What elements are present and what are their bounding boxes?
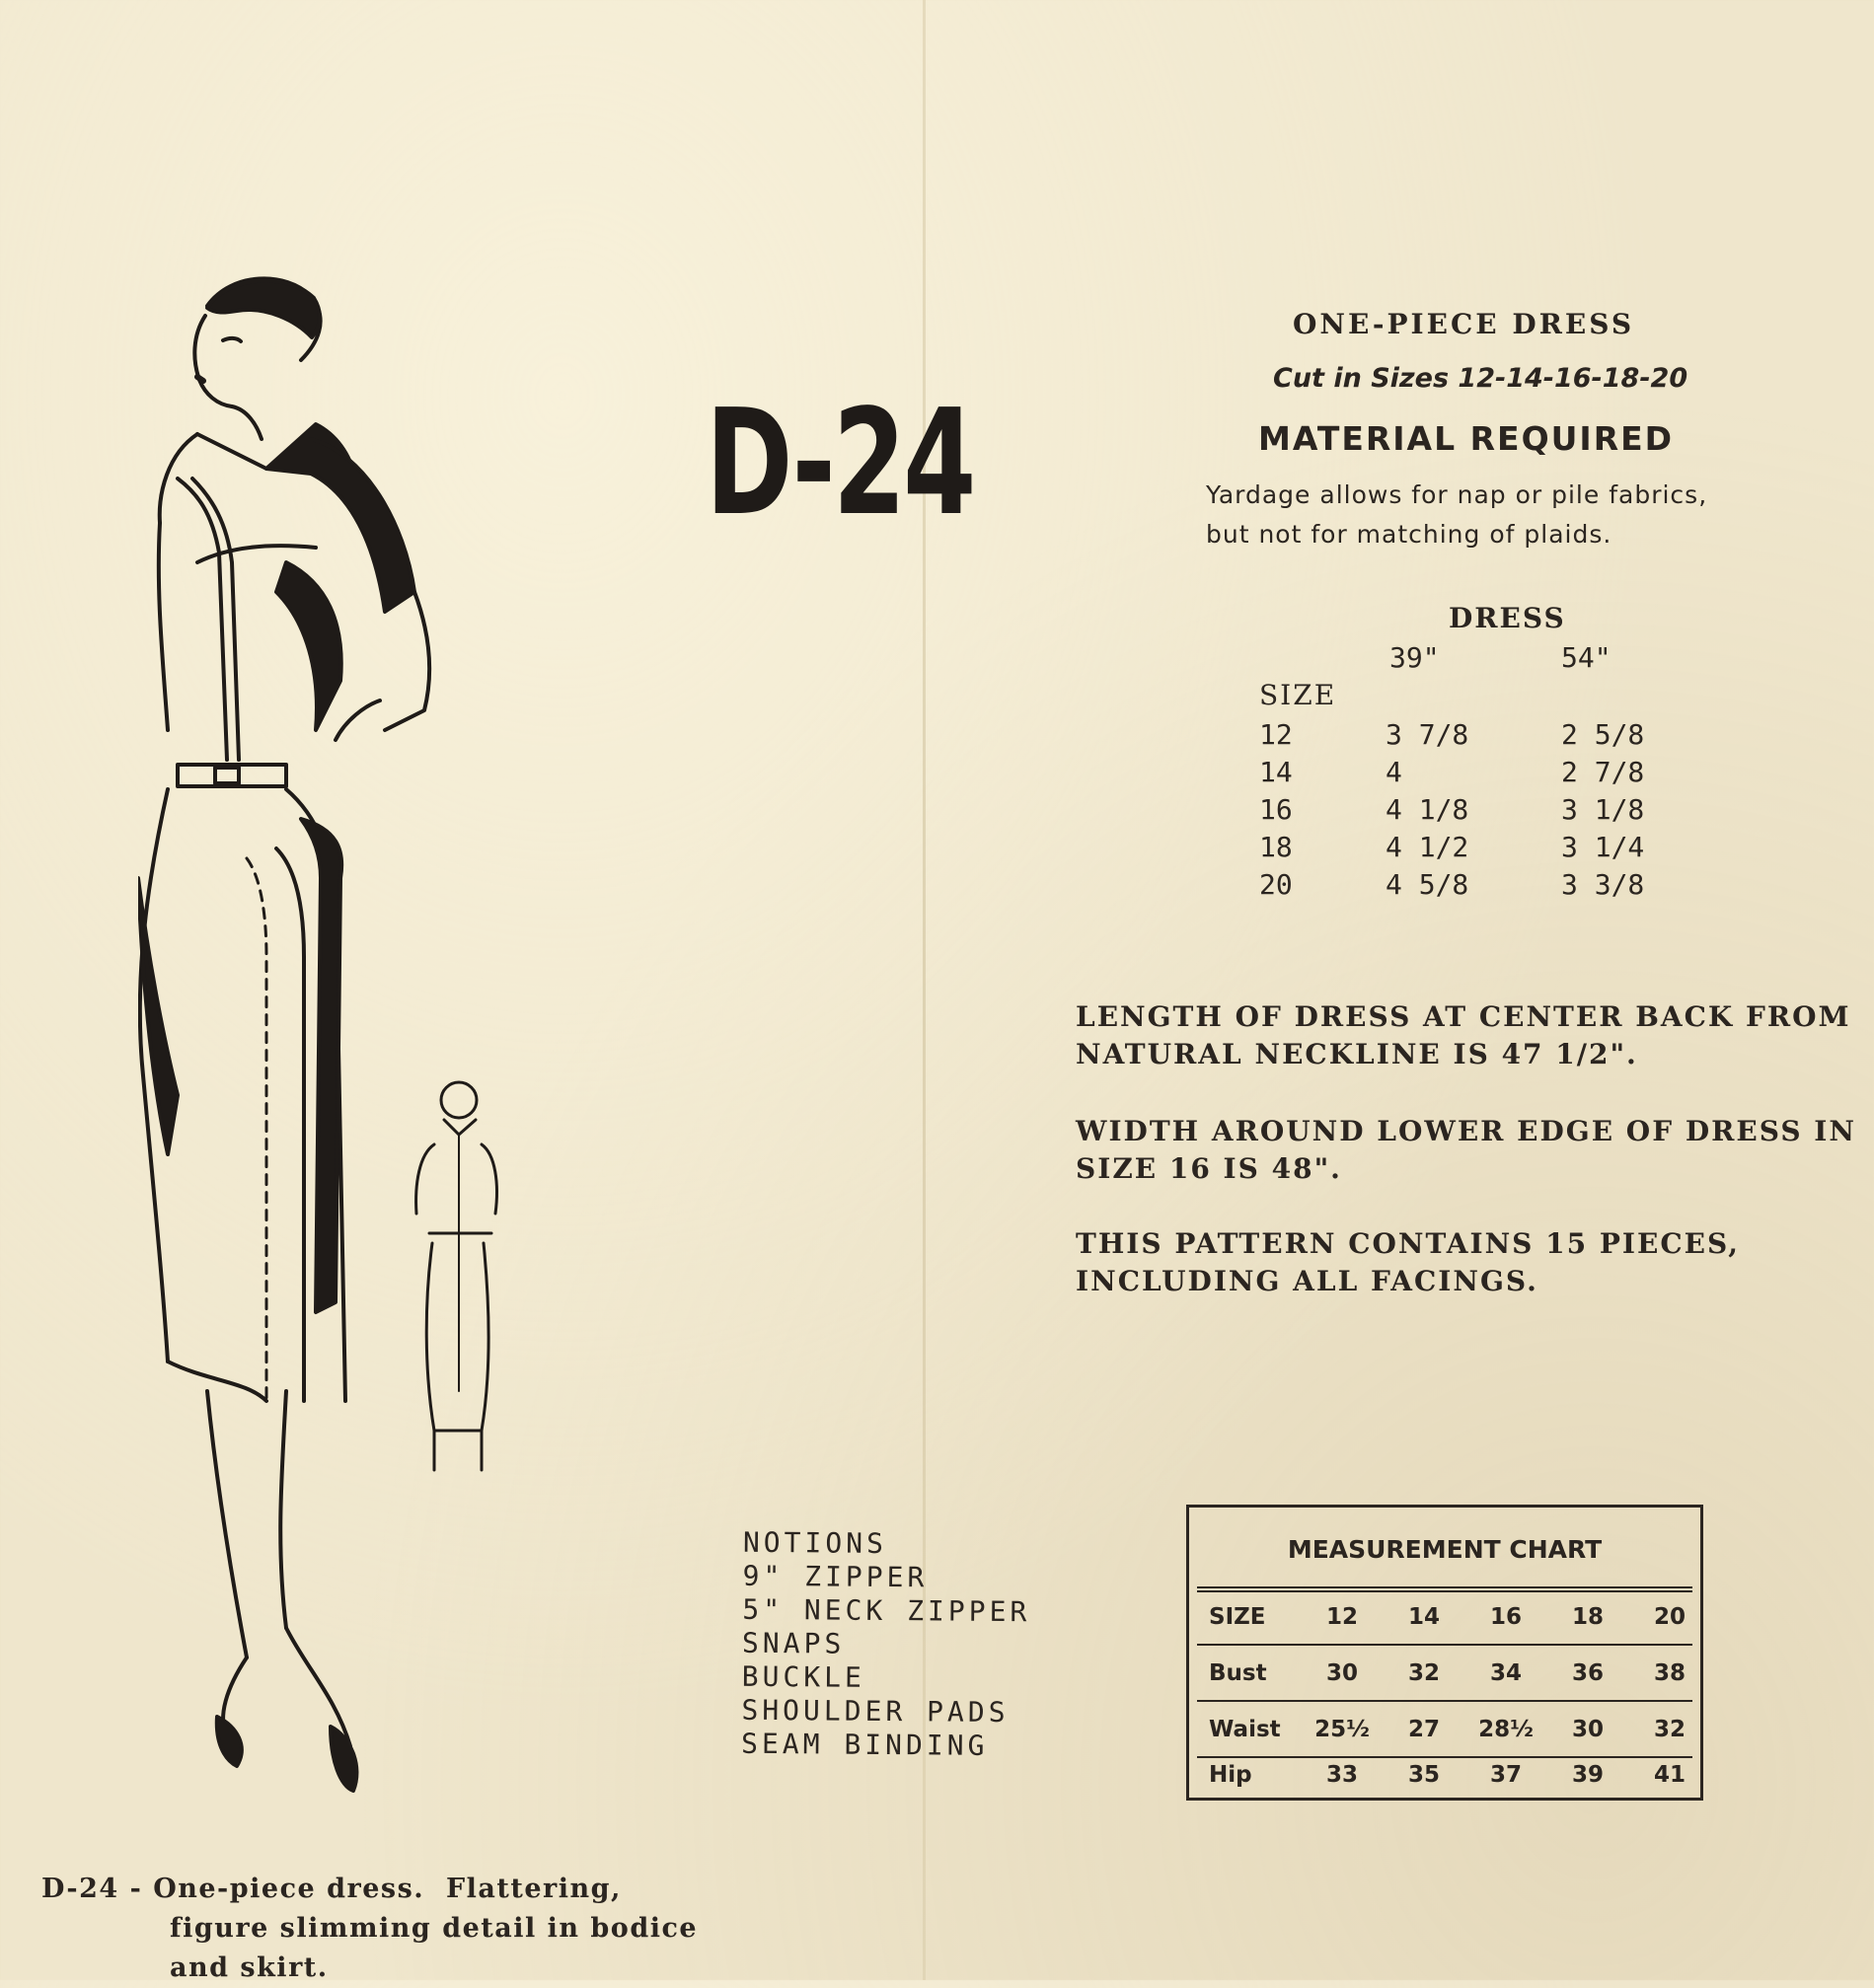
pattern-caption	[41, 1870, 762, 1988]
dress-illustration-front	[138, 266, 572, 1845]
notion-item: 5" NECK ZIPPER	[742, 1592, 1031, 1629]
notions-heading: NOTIONS	[742, 1525, 888, 1561]
value-cell: 41	[1653, 1762, 1686, 1788]
value-cell: 32	[1653, 1717, 1686, 1742]
size-header: SIZE	[1259, 679, 1337, 711]
width-54-header: 54"	[1561, 641, 1612, 674]
spec-pieces: THIS PATTERN CONTAINS 15 PIECES, INCLUDING ALL FACINGS.	[1076, 1227, 1740, 1297]
yardage-size: 20	[1259, 868, 1293, 901]
caption-line1: One-piece dress. Flattering,	[153, 1874, 622, 1904]
yardage-size: 12	[1259, 718, 1293, 751]
value-cell: 36	[1571, 1660, 1604, 1686]
measurement-chart-title: MEASUREMENT CHART	[1287, 1535, 1603, 1564]
row-label: SIZE	[1209, 1604, 1266, 1630]
notion-item: 9" ZIPPER	[742, 1559, 929, 1594]
value-cell: 28½	[1478, 1717, 1534, 1742]
dress-illustration-back	[405, 1075, 503, 1490]
pattern-number: D-24	[706, 378, 974, 548]
size-cell: 16	[1489, 1604, 1522, 1630]
notion-item: SEAM BINDING	[740, 1727, 989, 1762]
yardage-size: 18	[1259, 831, 1293, 863]
chart-divider	[1197, 1644, 1692, 1646]
yardage-39: 4 1/8	[1386, 793, 1469, 826]
measurement-row-bust	[1189, 1653, 1700, 1692]
yardage-size: 16	[1259, 793, 1293, 826]
caption-rest: figure slimming detail in bodice and skirt.	[170, 1913, 699, 1983]
measurement-row-size	[1189, 1596, 1700, 1636]
chart-divider	[1197, 1700, 1692, 1702]
yardage-table-heading: DRESS	[1449, 602, 1566, 634]
size-cell: 20	[1653, 1604, 1686, 1630]
yardage-39: 4	[1386, 756, 1402, 788]
yardage-54: 3 3/8	[1561, 868, 1645, 901]
value-cell: 37	[1489, 1762, 1522, 1788]
yardage-54: 3 1/8	[1561, 793, 1645, 826]
yardage-row	[1259, 831, 1674, 868]
yardage-row	[1259, 793, 1674, 831]
value-cell: 35	[1407, 1762, 1440, 1788]
chart-divider	[1197, 1586, 1692, 1588]
yardage-note: Yardage allows for nap or pile fabrics, but not for matching of plaids.	[1206, 480, 1708, 549]
yardage-54: 2 7/8	[1561, 756, 1645, 788]
measurement-row-waist	[1189, 1709, 1700, 1748]
yardage-39: 4 1/2	[1386, 831, 1469, 863]
value-cell: 25½	[1314, 1717, 1370, 1742]
yardage-54: 3 1/4	[1561, 831, 1645, 863]
yardage-39: 3 7/8	[1386, 718, 1469, 751]
value-cell: 30	[1325, 1660, 1358, 1686]
notions-list	[741, 1526, 1031, 1764]
value-cell: 33	[1325, 1762, 1358, 1788]
value-cell: 39	[1571, 1762, 1604, 1788]
value-cell: 27	[1407, 1717, 1440, 1742]
width-39-header: 39"	[1389, 641, 1440, 674]
yardage-39: 4 5/8	[1386, 868, 1469, 901]
row-label: Hip	[1209, 1762, 1252, 1788]
chart-divider	[1197, 1590, 1692, 1592]
measurement-row-hip	[1189, 1754, 1700, 1794]
size-cell: 12	[1325, 1604, 1358, 1630]
value-cell: 32	[1407, 1660, 1440, 1686]
size-cell: 14	[1407, 1604, 1440, 1630]
notion-item: SNAPS	[741, 1626, 846, 1660]
material-heading: MATERIAL REQUIRED	[1258, 419, 1675, 458]
measurement-chart	[1186, 1505, 1703, 1801]
yardage-row	[1259, 756, 1674, 793]
yardage-54: 2 5/8	[1561, 718, 1645, 751]
dress-title: ONE-PIECE DRESS	[1293, 308, 1635, 340]
yardage-size: 14	[1259, 756, 1293, 788]
row-label: Bust	[1209, 1660, 1267, 1686]
cut-sizes: Cut in Sizes 12-14-16-18-20	[1273, 363, 1688, 394]
notion-item: SHOULDER PADS	[741, 1693, 1010, 1730]
spec-length: LENGTH OF DRESS AT CENTER BACK FROM NATURAL NECKLINE IS 47 1/2".	[1076, 1000, 1851, 1070]
size-cell: 18	[1571, 1604, 1604, 1630]
spec-width: WIDTH AROUND LOWER EDGE OF DRESS IN SIZE 16 IS 48".	[1076, 1115, 1856, 1185]
row-label: Waist	[1209, 1717, 1281, 1742]
value-cell: 30	[1571, 1717, 1604, 1742]
value-cell: 38	[1653, 1660, 1686, 1686]
notion-item: BUCKLE	[741, 1659, 866, 1694]
caption-code: D-24 -	[41, 1874, 143, 1904]
yardage-row	[1259, 868, 1674, 906]
yardage-row	[1259, 718, 1674, 756]
value-cell: 34	[1489, 1660, 1522, 1686]
